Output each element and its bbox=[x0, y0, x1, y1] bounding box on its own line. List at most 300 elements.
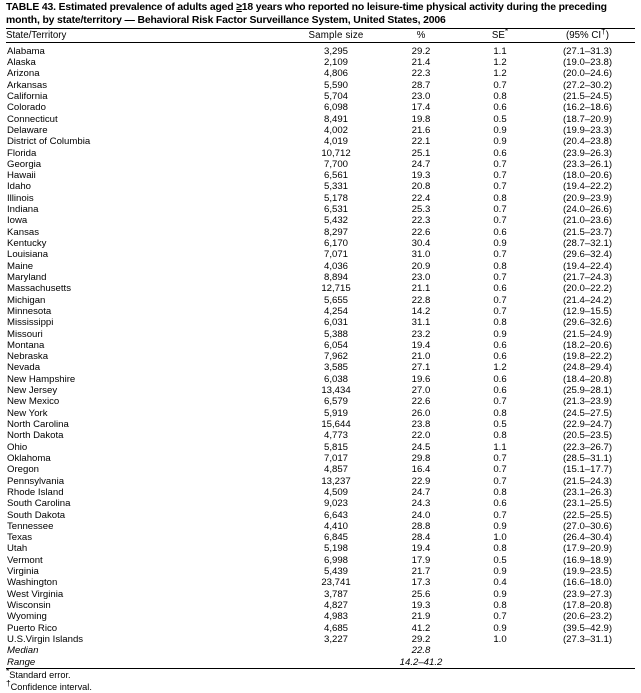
ci-value: (27.0–30.6) bbox=[562, 520, 613, 532]
se-value: 0.9 bbox=[493, 588, 507, 600]
ci-value: (21.5–24.9) bbox=[562, 328, 613, 340]
state-name: Connecticut bbox=[7, 113, 58, 125]
ci-value: (21.3–23.9) bbox=[562, 396, 613, 408]
table-row bbox=[6, 566, 635, 577]
sample-size-value: 3,227 bbox=[323, 633, 348, 645]
ci-value: (17.8–20.8) bbox=[562, 600, 613, 611]
state-name: Virginia bbox=[7, 566, 39, 578]
table-row bbox=[6, 340, 635, 351]
column-header-se-label: SE bbox=[491, 30, 505, 42]
state-name: Rhode Island bbox=[7, 486, 64, 498]
table-row bbox=[6, 181, 635, 192]
percent-value: 29.2 bbox=[411, 45, 431, 57]
percent-value: 21.0 bbox=[411, 351, 431, 363]
ci-value: (39.5–42.9) bbox=[562, 622, 613, 634]
se-value: 0.7 bbox=[493, 475, 507, 487]
se-value: 0.9 bbox=[493, 238, 507, 249]
sample-size-value: 13,237 bbox=[321, 475, 351, 487]
ci-value: (22.5–25.5) bbox=[562, 509, 613, 521]
ci-value: (22.3–26.7) bbox=[562, 441, 613, 453]
se-value: 0.7 bbox=[493, 464, 507, 476]
state-name: Kentucky bbox=[7, 238, 47, 249]
ci-value: (29.6–32.6) bbox=[562, 317, 613, 329]
percent-value: 21.9 bbox=[411, 611, 431, 623]
table-row bbox=[6, 114, 635, 125]
ci-value: (21.5–24.5) bbox=[562, 90, 613, 102]
sample-size-value: 5,388 bbox=[323, 328, 348, 340]
se-value: 0.9 bbox=[493, 124, 507, 136]
se-value: 0.5 bbox=[493, 419, 507, 430]
se-value: 0.7 bbox=[493, 396, 507, 408]
state-name: Florida bbox=[7, 147, 37, 159]
table-row bbox=[6, 43, 635, 57]
percent-value: 14.2 bbox=[411, 305, 431, 317]
percent-value: 19.8 bbox=[411, 113, 431, 125]
se-value: 0.6 bbox=[493, 226, 507, 238]
sample-size-value: 6,643 bbox=[323, 509, 348, 521]
percent-value: 19.4 bbox=[411, 543, 431, 555]
se-value: 0.7 bbox=[493, 79, 507, 91]
table-row bbox=[6, 329, 635, 340]
state-name: Kansas bbox=[7, 226, 39, 238]
se-value: 0.8 bbox=[493, 600, 507, 611]
summary-se bbox=[460, 645, 540, 656]
state-name: Idaho bbox=[7, 181, 32, 193]
prevalence-table-body bbox=[6, 43, 635, 668]
sample-size-value: 4,509 bbox=[323, 486, 348, 498]
sample-size-value: 7,017 bbox=[323, 452, 348, 464]
percent-value: 29.2 bbox=[411, 633, 431, 645]
percent-value: 21.6 bbox=[411, 124, 431, 136]
se-value: 1.1 bbox=[493, 441, 507, 453]
sample-size-value: 4,773 bbox=[323, 430, 348, 442]
se-value: 1.0 bbox=[493, 532, 507, 544]
sample-size-value: 6,845 bbox=[323, 532, 348, 544]
table-row bbox=[6, 238, 635, 249]
state-name: Minnesota bbox=[7, 305, 52, 317]
percent-value: 25.6 bbox=[411, 588, 431, 600]
table-row bbox=[6, 125, 635, 136]
ci-value: (27.2–30.2) bbox=[562, 79, 613, 91]
percent-value: 21.1 bbox=[411, 283, 431, 295]
percent-value: 16.4 bbox=[411, 464, 431, 476]
sample-size-value: 4,983 bbox=[323, 611, 348, 623]
sample-size-value: 6,038 bbox=[323, 373, 348, 385]
state-name: Washington bbox=[7, 577, 58, 589]
state-name: Texas bbox=[7, 532, 33, 544]
ci-value: (20.5–23.5) bbox=[562, 430, 613, 442]
ci-value: (20.0–24.6) bbox=[562, 68, 613, 80]
se-value: 0.5 bbox=[493, 113, 507, 125]
ci-value: (29.6–32.4) bbox=[562, 249, 613, 261]
sample-size-value: 6,998 bbox=[323, 554, 348, 566]
state-name: Wyoming bbox=[7, 611, 47, 623]
table-row bbox=[6, 272, 635, 283]
table-row bbox=[6, 204, 635, 215]
prevalence-table bbox=[6, 25, 635, 42]
ci-value: (25.9–28.1) bbox=[562, 385, 613, 397]
percent-value: 22.1 bbox=[411, 136, 431, 148]
summary-ci bbox=[540, 657, 635, 668]
state-name: Tennessee bbox=[7, 520, 54, 532]
percent-value: 28.4 bbox=[411, 532, 431, 544]
table-row bbox=[6, 283, 635, 294]
se-value: 0.8 bbox=[493, 543, 507, 555]
sample-size-value: 7,962 bbox=[323, 351, 348, 363]
ci-value: (23.1–26.3) bbox=[562, 486, 613, 498]
table-row bbox=[6, 295, 635, 306]
sample-size-value: 5,198 bbox=[323, 543, 348, 555]
state-name: Maine bbox=[7, 260, 34, 272]
se-value: 0.8 bbox=[493, 407, 507, 419]
state-name: Puerto Rico bbox=[7, 622, 58, 634]
table-row bbox=[6, 170, 635, 181]
state-name: Delaware bbox=[7, 124, 48, 136]
footnote bbox=[6, 677, 635, 693]
ci-value: (21.0–23.6) bbox=[562, 215, 613, 227]
se-value: 0.9 bbox=[493, 328, 507, 340]
state-name: Arkansas bbox=[7, 79, 47, 91]
sample-size-value: 4,685 bbox=[323, 622, 348, 634]
se-value: 0.6 bbox=[493, 498, 507, 510]
header-row bbox=[6, 29, 635, 42]
se-value: 0.9 bbox=[493, 622, 507, 634]
percent-value: 19.6 bbox=[411, 373, 431, 385]
column-header-ci bbox=[540, 25, 635, 42]
ci-value: (21.7–24.3) bbox=[562, 271, 613, 283]
table-row bbox=[6, 611, 635, 622]
percent-value: 21.4 bbox=[411, 57, 431, 68]
ci-value: (23.3–26.1) bbox=[562, 158, 613, 170]
sample-size-value: 4,857 bbox=[323, 464, 348, 476]
percent-value: 27.0 bbox=[411, 385, 431, 397]
sample-size-value: 7,071 bbox=[323, 249, 348, 261]
sample-size-value: 4,002 bbox=[323, 124, 348, 136]
se-value: 0.6 bbox=[493, 373, 507, 385]
table-row bbox=[6, 555, 635, 566]
percent-value: 28.8 bbox=[411, 520, 431, 532]
percent-value: 31.1 bbox=[411, 317, 431, 329]
state-name: Maryland bbox=[7, 271, 47, 283]
sample-size-value: 8,297 bbox=[323, 226, 348, 238]
ci-value: (19.9–23.3) bbox=[562, 124, 613, 136]
footnote-marker: * bbox=[6, 666, 10, 677]
percent-value: 20.8 bbox=[411, 181, 431, 193]
se-value: 0.7 bbox=[493, 181, 507, 193]
summary-se bbox=[460, 657, 540, 668]
ci-value: (19.0–23.8) bbox=[562, 57, 613, 68]
sample-size-value: 4,827 bbox=[323, 600, 348, 611]
table-row bbox=[6, 408, 635, 419]
table-row bbox=[6, 498, 635, 509]
se-value: 0.7 bbox=[493, 271, 507, 283]
sample-size-value: 4,806 bbox=[323, 68, 348, 80]
ci-value: (24.5–27.5) bbox=[562, 407, 613, 419]
se-value: 0.7 bbox=[493, 452, 507, 464]
table-row bbox=[6, 306, 635, 317]
ci-value: (24.0–26.6) bbox=[562, 204, 613, 216]
ci-value: (16.9–18.9) bbox=[562, 554, 613, 566]
sample-size-value: 2,109 bbox=[323, 57, 348, 68]
state-name: Oregon bbox=[7, 464, 39, 476]
ci-value: (16.2–18.6) bbox=[562, 102, 613, 114]
percent-value: 22.6 bbox=[411, 396, 431, 408]
table-row bbox=[6, 193, 635, 204]
percent-value: 31.0 bbox=[411, 249, 431, 261]
se-value: 0.8 bbox=[493, 430, 507, 442]
percent-value: 26.0 bbox=[411, 407, 431, 419]
ci-value: (21.4–24.2) bbox=[562, 294, 613, 306]
footnotes bbox=[6, 666, 635, 693]
table-row bbox=[6, 261, 635, 272]
se-value: 0.7 bbox=[493, 204, 507, 216]
ci-value: (26.4–30.4) bbox=[562, 532, 613, 544]
table-row bbox=[6, 91, 635, 102]
se-value: 0.7 bbox=[493, 170, 507, 182]
state-name: New Jersey bbox=[7, 385, 58, 397]
ci-value: (18.4–20.8) bbox=[562, 373, 613, 385]
column-header-sample-size: Sample size bbox=[308, 30, 364, 42]
table-row bbox=[6, 385, 635, 396]
sample-size-value: 5,439 bbox=[323, 566, 348, 578]
se-value: 0.6 bbox=[493, 339, 507, 351]
se-value: 1.2 bbox=[493, 57, 507, 68]
state-name: Pennsylvania bbox=[7, 475, 65, 487]
state-name: Michigan bbox=[7, 294, 46, 306]
sample-size-value: 4,254 bbox=[323, 305, 348, 317]
percent-value: 17.9 bbox=[411, 554, 431, 566]
state-name: Nevada bbox=[7, 362, 41, 374]
footnote bbox=[6, 666, 635, 681]
se-value: 0.7 bbox=[493, 509, 507, 521]
title-line1-post: 18 years who reported no leisure-time physical activity during the preceding bbox=[241, 2, 607, 13]
ci-value: (18.2–20.6) bbox=[562, 339, 613, 351]
state-name: Indiana bbox=[7, 204, 39, 216]
sample-size-value: 15,644 bbox=[321, 419, 351, 430]
percent-value: 24.7 bbox=[411, 158, 431, 170]
sample-size-value: 13,434 bbox=[321, 385, 351, 397]
percent-value: 29.8 bbox=[411, 452, 431, 464]
se-footnote-marker: * bbox=[504, 25, 509, 36]
sample-size-value: 8,491 bbox=[323, 113, 348, 125]
table-row bbox=[6, 543, 635, 554]
ci-value: (20.6–23.2) bbox=[562, 611, 613, 623]
summary-sample-size bbox=[290, 645, 382, 656]
table-row bbox=[6, 442, 635, 453]
table-title bbox=[6, 2, 635, 27]
table-row bbox=[6, 487, 635, 498]
sample-size-value: 5,704 bbox=[323, 90, 348, 102]
percent-value: 22.3 bbox=[411, 215, 431, 227]
table-body bbox=[6, 43, 635, 668]
se-value: 1.1 bbox=[493, 45, 507, 57]
table-row bbox=[6, 623, 635, 634]
percent-value: 19.3 bbox=[411, 170, 431, 182]
summary-label: Range bbox=[7, 656, 36, 668]
sample-size-value: 7,700 bbox=[323, 158, 348, 170]
ci-value: (23.1–25.5) bbox=[562, 498, 613, 510]
table-row bbox=[6, 600, 635, 611]
percent-value: 24.7 bbox=[411, 486, 431, 498]
sample-size-value: 6,054 bbox=[323, 339, 348, 351]
column-header-state: State/Territory bbox=[6, 30, 67, 42]
percent-value: 22.0 bbox=[411, 430, 431, 442]
percent-value: 20.9 bbox=[411, 260, 431, 272]
table-row bbox=[6, 136, 635, 147]
sample-size-value: 6,170 bbox=[323, 238, 348, 249]
ci-value: (17.9–20.9) bbox=[562, 543, 613, 555]
sample-size-value: 6,098 bbox=[323, 102, 348, 114]
state-name: Nebraska bbox=[7, 351, 49, 363]
column-header-percent: % bbox=[416, 30, 426, 42]
table-row bbox=[6, 464, 635, 475]
percent-value: 17.4 bbox=[411, 102, 431, 114]
table-row bbox=[6, 589, 635, 600]
table-row bbox=[6, 521, 635, 532]
percent-value: 22.6 bbox=[411, 226, 431, 238]
se-value: 0.6 bbox=[493, 147, 507, 159]
state-name: New York bbox=[7, 407, 48, 419]
se-value: 0.4 bbox=[493, 577, 507, 589]
sample-size-value: 3,295 bbox=[323, 45, 348, 57]
se-value: 0.9 bbox=[493, 520, 507, 532]
se-value: 1.2 bbox=[493, 68, 507, 80]
ci-value: (27.3–31.1) bbox=[562, 633, 613, 645]
percent-value: 22.9 bbox=[411, 475, 431, 487]
column-header-ci-close: ) bbox=[605, 30, 609, 42]
percent-value: 19.3 bbox=[411, 600, 431, 611]
state-name: Missouri bbox=[7, 328, 43, 340]
percent-value: 24.5 bbox=[411, 441, 431, 453]
state-name: District of Columbia bbox=[7, 136, 91, 148]
ci-value: (28.5–31.1) bbox=[562, 452, 613, 464]
table-row bbox=[6, 453, 635, 464]
se-value: 0.6 bbox=[493, 385, 507, 397]
ci-value: (23.9–26.3) bbox=[562, 147, 613, 159]
se-value: 0.9 bbox=[493, 136, 507, 148]
table-row bbox=[6, 68, 635, 79]
percent-value: 41.2 bbox=[411, 622, 431, 634]
sample-size-value: 5,432 bbox=[323, 215, 348, 227]
se-value: 0.8 bbox=[493, 90, 507, 102]
ci-value: (22.9–24.7) bbox=[562, 419, 613, 430]
state-name: Utah bbox=[7, 543, 28, 555]
state-name: Ohio bbox=[7, 441, 28, 453]
percent-value: 19.4 bbox=[411, 339, 431, 351]
percent-value: 23.0 bbox=[411, 271, 431, 283]
ci-value: (12.9–15.5) bbox=[562, 305, 613, 317]
se-value: 0.6 bbox=[493, 102, 507, 114]
title-line1-pre: TABLE 43. Estimated prevalence of adults aged bbox=[6, 2, 237, 13]
state-name: Louisiana bbox=[7, 249, 49, 261]
state-name: North Carolina bbox=[7, 419, 69, 430]
percent-value: 17.3 bbox=[411, 577, 431, 589]
table-row bbox=[6, 148, 635, 159]
table-row bbox=[6, 351, 635, 362]
state-name: U.S.Virgin Islands bbox=[7, 633, 84, 645]
state-name: Montana bbox=[7, 339, 45, 351]
ci-value: (19.4–22.4) bbox=[562, 260, 613, 272]
ci-value: (16.6–18.0) bbox=[562, 577, 613, 589]
ci-footnote-marker: † bbox=[601, 25, 606, 36]
sample-size-value: 4,410 bbox=[323, 520, 348, 532]
state-name: New Mexico bbox=[7, 396, 60, 408]
state-name: West Virginia bbox=[7, 588, 64, 600]
se-value: 0.8 bbox=[493, 486, 507, 498]
state-name: Hawaii bbox=[7, 170, 36, 182]
ci-value: (19.9–23.5) bbox=[562, 566, 613, 578]
footnote-text: Standard error. bbox=[9, 670, 71, 681]
summary-percent: 22.8 bbox=[411, 645, 431, 657]
ci-value: (23.9–27.3) bbox=[562, 588, 613, 600]
percent-value: 23.8 bbox=[411, 419, 431, 430]
summary-percent: 14.2–41.2 bbox=[399, 656, 443, 668]
state-name: Colorado bbox=[7, 102, 46, 114]
se-value: 0.6 bbox=[493, 351, 507, 363]
state-name: Wisconsin bbox=[7, 600, 51, 611]
ci-value: (27.1–31.3) bbox=[562, 45, 613, 57]
percent-value: 21.7 bbox=[411, 566, 431, 578]
table-row bbox=[6, 80, 635, 91]
ci-value: (21.5–24.3) bbox=[562, 475, 613, 487]
table-row bbox=[6, 532, 635, 543]
footnote-marker: † bbox=[6, 677, 11, 688]
sample-size-value: 10,712 bbox=[321, 147, 351, 159]
se-value: 0.7 bbox=[493, 215, 507, 227]
sample-size-value: 8,894 bbox=[323, 271, 348, 283]
se-value: 0.8 bbox=[493, 317, 507, 329]
table-row bbox=[6, 249, 635, 260]
sample-size-value: 3,585 bbox=[323, 362, 348, 374]
sample-size-value: 5,590 bbox=[323, 79, 348, 91]
table-row bbox=[6, 430, 635, 441]
column-header-se bbox=[460, 25, 540, 42]
table-row bbox=[6, 102, 635, 113]
se-value: 0.7 bbox=[493, 305, 507, 317]
percent-value: 22.8 bbox=[411, 294, 431, 306]
sample-size-value: 5,178 bbox=[323, 192, 348, 204]
percent-value: 23.0 bbox=[411, 90, 431, 102]
summary-row bbox=[6, 657, 635, 668]
se-value: 0.7 bbox=[493, 611, 507, 623]
sample-size-value: 5,331 bbox=[323, 181, 348, 193]
summary-sample-size bbox=[290, 657, 382, 668]
table-row bbox=[6, 577, 635, 588]
ci-value: (18.7–20.9) bbox=[562, 113, 613, 125]
table-row bbox=[6, 362, 635, 373]
sample-size-value: 5,655 bbox=[323, 294, 348, 306]
percent-value: 25.3 bbox=[411, 204, 431, 216]
greater-equal-symbol: ≥ bbox=[236, 2, 242, 13]
state-name: Arizona bbox=[7, 68, 40, 80]
se-value: 0.9 bbox=[493, 566, 507, 578]
table-row bbox=[6, 396, 635, 407]
footnote-text: Confidence interval. bbox=[10, 681, 92, 692]
table-row bbox=[6, 419, 635, 430]
state-name: South Dakota bbox=[7, 509, 66, 521]
ci-value: (20.9–23.9) bbox=[562, 192, 613, 204]
se-value: 0.6 bbox=[493, 283, 507, 295]
state-name: New Hampshire bbox=[7, 373, 76, 385]
se-value: 0.7 bbox=[493, 249, 507, 261]
summary-label: Median bbox=[7, 645, 39, 657]
se-value: 0.7 bbox=[493, 294, 507, 306]
title-line2: month, by state/territory — Behavioral Risk Factor Surveillance System, United States, 2006 bbox=[6, 14, 446, 26]
percent-value: 24.0 bbox=[411, 509, 431, 521]
percent-value: 28.7 bbox=[411, 79, 431, 91]
sample-size-value: 12,715 bbox=[321, 283, 351, 295]
ci-value: (21.5–23.7) bbox=[562, 226, 613, 238]
